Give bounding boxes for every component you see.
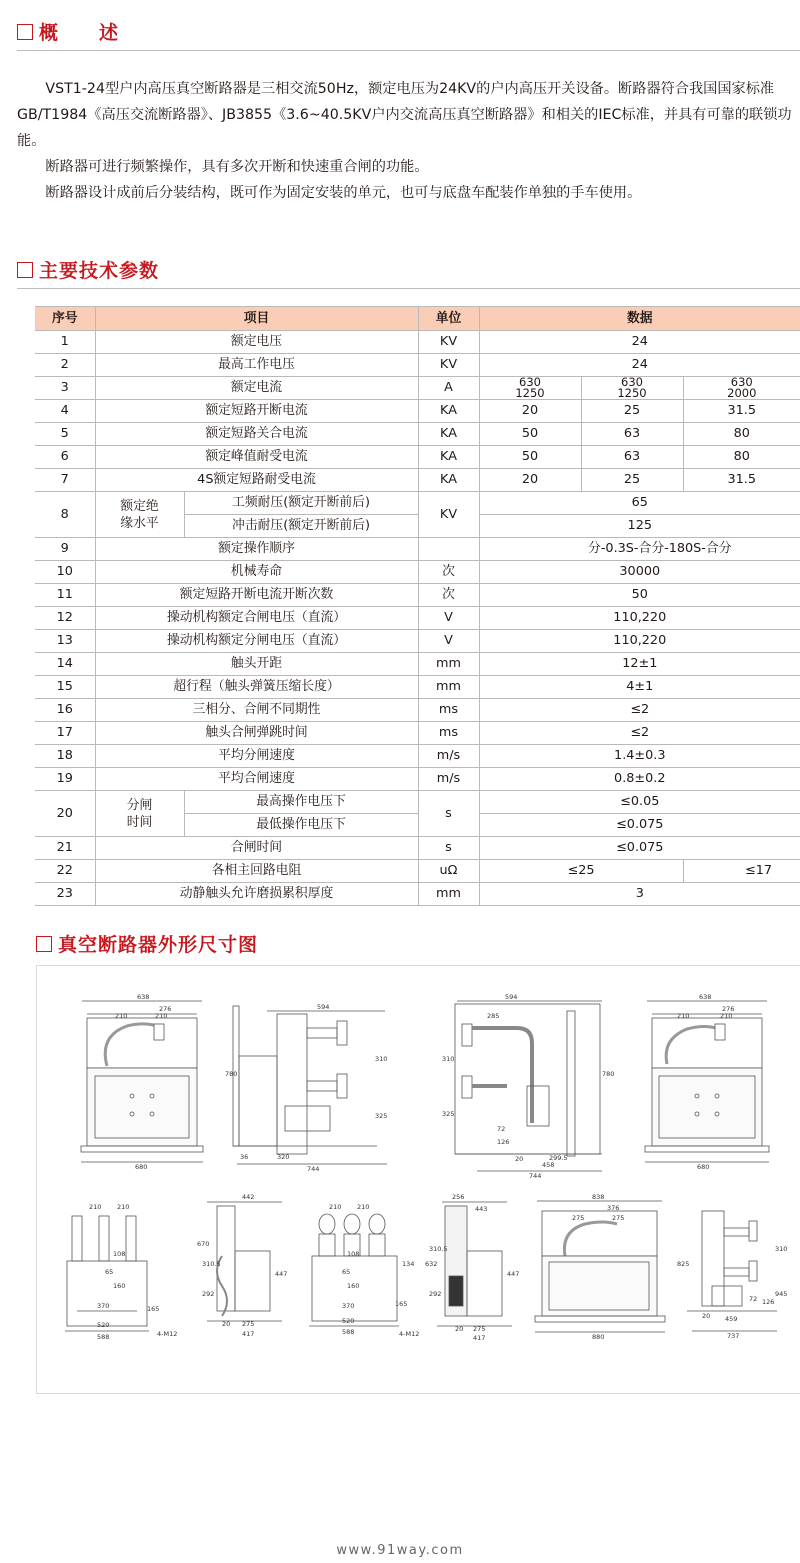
cell-line: 1250: [515, 386, 545, 400]
cell-group: 分闸时间: [95, 791, 184, 837]
dim-label: 276: [722, 1005, 735, 1013]
table-row: [35, 607, 800, 630]
dim-label: 447: [507, 1270, 520, 1278]
cell-no: 9: [35, 538, 95, 561]
cell-data-b: 25: [581, 400, 683, 423]
drawing-fixed-front-1: [65, 1203, 177, 1341]
dim-label: 275: [612, 1214, 625, 1222]
dim-label: 780: [225, 1070, 238, 1078]
dim-label: 376: [607, 1204, 620, 1212]
dim-label: 520: [342, 1317, 355, 1325]
dim-label: 108: [113, 1250, 126, 1258]
cell-data: 4±1: [479, 676, 800, 699]
cell-no: 23: [35, 883, 95, 906]
dim-label: 638: [699, 993, 712, 1001]
dim-label: 417: [242, 1330, 255, 1338]
cell-data-b: 25: [581, 469, 683, 492]
dim-label: 458: [542, 1161, 555, 1169]
cell-unit: KV: [418, 492, 479, 538]
section-title-overview: [17, 18, 119, 45]
cell-data: 24: [479, 331, 800, 354]
cell-no: 20: [35, 791, 95, 837]
dim-label: 838: [592, 1193, 605, 1201]
overview-text: [17, 76, 792, 206]
table-row: [35, 768, 800, 791]
cell-item: 各相主回路电阻: [95, 860, 418, 883]
dim-label: 292: [429, 1290, 442, 1298]
dim-label: 370: [97, 1302, 110, 1310]
drawing-handcart-side: [677, 1211, 787, 1340]
cell-unit: KA: [418, 469, 479, 492]
cell-item: 平均合闸速度: [95, 768, 418, 791]
cell-item: 超行程（触头弹簧压缩长度）: [95, 676, 418, 699]
cell-no: 2: [35, 354, 95, 377]
dim-label: 310: [375, 1055, 388, 1063]
cell-unit: mm: [418, 883, 479, 906]
cell-unit: KA: [418, 400, 479, 423]
cell-item: 额定峰值耐受电流: [95, 446, 418, 469]
dim-label: 134: [402, 1260, 415, 1268]
dim-label: 276: [159, 1005, 172, 1013]
table-row: [35, 469, 800, 492]
cell-data-a: 20: [479, 469, 581, 492]
dim-label: 588: [97, 1333, 110, 1341]
table-row: [35, 561, 800, 584]
cell-item: 额定操作顺序: [95, 538, 418, 561]
cell-no: 10: [35, 561, 95, 584]
dim-label: 320: [277, 1153, 290, 1161]
dim-label: 126: [497, 1138, 510, 1146]
cell-group: 额定绝缘水平: [95, 492, 184, 538]
table-row: [35, 423, 800, 446]
cell-unit: 次: [418, 561, 479, 584]
dim-label: 210: [117, 1203, 130, 1211]
cell-item: 额定短路开断电流开断次数: [95, 584, 418, 607]
cell-data: 分-0.3S-合分-180S-合分: [479, 538, 800, 561]
dim-label: 310: [775, 1245, 788, 1253]
dim-label: 825: [677, 1260, 690, 1268]
drawing-section-view-1: [442, 993, 614, 1180]
table-row: [35, 630, 800, 653]
dim-label: 780: [602, 1070, 615, 1078]
cell-unit: mm: [418, 653, 479, 676]
dim-label: 210: [677, 1012, 690, 1020]
table-row: [35, 377, 800, 400]
dim-label: 638: [137, 993, 150, 1001]
cell-unit: V: [418, 607, 479, 630]
cell-unit: m/s: [418, 745, 479, 768]
header-no: 序号: [35, 307, 95, 331]
cell-unit: m/s: [418, 768, 479, 791]
cell-data-b: 63: [581, 423, 683, 446]
dim-label: 210: [329, 1203, 342, 1211]
dim-label: 65: [105, 1268, 114, 1276]
dim-label: 36: [240, 1153, 249, 1161]
section-divider: [17, 288, 800, 289]
dim-label: 310.5: [429, 1245, 448, 1253]
cell-data-c: 80: [683, 423, 800, 446]
cell-no: 8: [35, 492, 95, 538]
cell-no: 19: [35, 768, 95, 791]
dim-label: 65: [342, 1268, 351, 1276]
cell-data-a: 50: [479, 423, 581, 446]
cell-item: 操动机构额定分闸电压（直流）: [95, 630, 418, 653]
cell-unit: ms: [418, 722, 479, 745]
dim-label: 72: [749, 1295, 758, 1303]
cell-item: 合闸时间: [95, 837, 418, 860]
drawing-handcart-front: [535, 1193, 665, 1341]
cell-unit: [418, 538, 479, 561]
dim-label: 880: [592, 1333, 605, 1341]
table-row: [35, 446, 800, 469]
cell-item: 触头合闸弹跳时间: [95, 722, 418, 745]
table-row: [35, 837, 800, 860]
cell-data: 24: [479, 354, 800, 377]
cell-data: ≤0.05: [479, 791, 800, 814]
cell-data: 50: [479, 584, 800, 607]
cell-unit: KV: [418, 354, 479, 377]
cell-data: 12±1: [479, 653, 800, 676]
dim-label: 108: [347, 1250, 360, 1258]
cell-no: 1: [35, 331, 95, 354]
cell-item: 动静触头允许磨损累积厚度: [95, 883, 418, 906]
table-row: [35, 538, 800, 561]
table-row: [35, 400, 800, 423]
cell-unit: V: [418, 630, 479, 653]
dim-label: 945: [775, 1290, 788, 1298]
dim-label: 20: [702, 1312, 711, 1320]
cell-no: 11: [35, 584, 95, 607]
dim-label: 443: [475, 1205, 488, 1213]
drawing-fixed-side-1: [197, 1193, 287, 1338]
cell-no: 15: [35, 676, 95, 699]
table-header-row: [35, 307, 800, 331]
overview-paragraph-1: VST1-24型户内高压真空断路器是三相交流50Hz，额定电压为24KV的户内高压开关设备。断路器符合我国国家标准GB/T1984《高压交流断路器》、JB3855《3.6~40.5KV户内交流高压真空断路器》和相关的IEC标准，并具有可靠的联锁功能。: [17, 81, 792, 149]
cell-item: 额定短路关合电流: [95, 423, 418, 446]
cell-unit: 次: [418, 584, 479, 607]
cell-no: 3: [35, 377, 95, 400]
cell-unit: s: [418, 791, 479, 837]
dim-label: 680: [697, 1163, 710, 1171]
table-row: [35, 745, 800, 768]
cell-no: 22: [35, 860, 95, 883]
dim-label: 447: [275, 1270, 288, 1278]
table-row: [35, 653, 800, 676]
cell-data-a: [479, 377, 581, 400]
cell-no: 12: [35, 607, 95, 630]
section-title-params: [17, 256, 159, 283]
dim-label: 210: [357, 1203, 370, 1211]
cell-no: 14: [35, 653, 95, 676]
dim-label: 594: [317, 1003, 330, 1011]
cell-data: ≤2: [479, 722, 800, 745]
cell-unit: uΩ: [418, 860, 479, 883]
cell-line: 2000: [727, 386, 757, 400]
checkbox-square-icon: [36, 936, 52, 952]
cell-no: 5: [35, 423, 95, 446]
dim-label: 285: [487, 1012, 500, 1020]
dim-label: 632: [425, 1260, 438, 1268]
dim-label: 72: [497, 1125, 506, 1133]
cell-data: 1.4±0.3: [479, 745, 800, 768]
dimension-drawings-frame: [36, 965, 800, 1394]
table-row: [35, 584, 800, 607]
cell-data: 110,220: [479, 630, 800, 653]
cell-line: 630: [621, 375, 643, 389]
cell-data: 0.8±0.2: [479, 768, 800, 791]
cell-subitem: 工频耐压(额定开断前后): [184, 492, 418, 515]
dim-label: 160: [347, 1282, 360, 1290]
cell-subitem: 最低操作电压下: [184, 814, 418, 837]
dim-label: 210: [89, 1203, 102, 1211]
table-row: [35, 699, 800, 722]
cell-item: 额定短路开断电流: [95, 400, 418, 423]
cell-unit: A: [418, 377, 479, 400]
dim-label: 275: [572, 1214, 585, 1222]
cell-no: 4: [35, 400, 95, 423]
table-row: [35, 354, 800, 377]
dim-label: 160: [113, 1282, 126, 1290]
drawing-side-view-1: [225, 1003, 387, 1173]
dim-label: 594: [505, 993, 518, 1001]
cell-data-c: 80: [683, 446, 800, 469]
dim-label: 299.5: [549, 1154, 568, 1162]
dim-label: 275: [473, 1325, 486, 1333]
cell-no: 17: [35, 722, 95, 745]
cell-data-a: ≤25: [479, 860, 683, 883]
dim-label: 442: [242, 1193, 255, 1201]
cell-data: 3: [479, 883, 800, 906]
dim-label: 459: [725, 1315, 738, 1323]
table-row: [35, 676, 800, 699]
checkbox-square-icon: [17, 24, 33, 40]
dim-label: 256: [452, 1193, 465, 1201]
dim-label: 292: [202, 1290, 215, 1298]
dim-label: 20: [222, 1320, 231, 1328]
table-row: [35, 883, 800, 906]
dimension-drawings: [37, 966, 800, 1393]
cell-unit: KA: [418, 423, 479, 446]
cell-data: 110,220: [479, 607, 800, 630]
cell-item: 平均分闸速度: [95, 745, 418, 768]
header-item: 项目: [95, 307, 418, 331]
cell-data-c: 31.5: [683, 469, 800, 492]
cell-no: 13: [35, 630, 95, 653]
dim-label: 165: [147, 1305, 160, 1313]
params-title-text: 主要技术参数: [39, 260, 160, 282]
dim-label: 275: [242, 1320, 255, 1328]
dim-label: 20: [515, 1155, 524, 1163]
dim-label: 680: [135, 1163, 148, 1171]
overview-paragraph-3: 断路器设计成前后分装结构，既可作为固定安装的单元，也可与底盘车配装作单独的手车使用。: [45, 185, 642, 201]
table-row: [35, 860, 800, 883]
dim-label: 417: [473, 1334, 486, 1342]
cell-data-a: 20: [479, 400, 581, 423]
section-title-dims: [36, 930, 258, 957]
cell-data-c: 31.5: [683, 400, 800, 423]
cell-unit: KV: [418, 331, 479, 354]
dim-label: 744: [529, 1172, 542, 1180]
overview-paragraph-2: 断路器可进行频繁操作，具有多次开断和快速重合闸的功能。: [45, 159, 429, 175]
cell-item: 操动机构额定合闸电压（直流）: [95, 607, 418, 630]
cell-unit: ms: [418, 699, 479, 722]
cell-data-c: [683, 377, 800, 400]
cell-line: 630: [730, 375, 753, 389]
cell-item: 三相分、合闸不同期性: [95, 699, 418, 722]
dim-label: 310.5: [202, 1260, 221, 1268]
cell-no: 18: [35, 745, 95, 768]
dim-label: 670: [197, 1240, 210, 1248]
cell-item: 触头开距: [95, 653, 418, 676]
dim-label: 210: [720, 1012, 733, 1020]
cell-no: 7: [35, 469, 95, 492]
dim-label: 210: [115, 1012, 128, 1020]
header-unit: 单位: [418, 307, 479, 331]
footer-watermark: www.91way.com: [336, 1543, 464, 1558]
overview-title-text: 概 述: [39, 22, 120, 44]
cell-data-a: 50: [479, 446, 581, 469]
cell-unit: mm: [418, 676, 479, 699]
dim-label: 310: [442, 1055, 455, 1063]
cell-item: 最高工作电压: [95, 354, 418, 377]
dim-label: 325: [375, 1112, 388, 1120]
table-row: [35, 492, 800, 515]
cell-no: 16: [35, 699, 95, 722]
cell-no: 21: [35, 837, 95, 860]
table-row: [35, 331, 800, 354]
table-row: [35, 722, 800, 745]
drawing-fixed-side-2: [425, 1193, 519, 1342]
spec-table: [35, 306, 800, 906]
dim-label: 588: [342, 1328, 355, 1336]
dim-label: 370: [342, 1302, 355, 1310]
cell-data: ≤0.075: [479, 814, 800, 837]
dim-label: 20: [455, 1325, 464, 1333]
cell-unit: KA: [418, 446, 479, 469]
cell-line: 630: [519, 375, 541, 389]
dim-label: 520: [97, 1321, 110, 1329]
dim-label: 744: [307, 1165, 320, 1173]
cell-item: 机械寿命: [95, 561, 418, 584]
drawing-front-view-1: [81, 993, 203, 1171]
cell-data: 65: [479, 492, 800, 515]
dim-label: 4-M12: [157, 1330, 178, 1338]
dim-label: 4-M12: [399, 1330, 420, 1338]
drawing-front-view-2: [645, 993, 769, 1171]
cell-data: ≤0.075: [479, 837, 800, 860]
cell-data-b: 63: [581, 446, 683, 469]
cell-data-b: [581, 377, 683, 400]
drawing-fixed-front-2: [309, 1203, 419, 1338]
cell-item: 额定电流: [95, 377, 418, 400]
cell-data: 125: [479, 515, 800, 538]
table-row: [35, 791, 800, 814]
cell-line: 1250: [617, 386, 647, 400]
cell-subitem: 最高操作电压下: [184, 791, 418, 814]
cell-data: 30000: [479, 561, 800, 584]
header-data: 数据: [479, 307, 800, 331]
cell-subitem: 冲击耐压(额定开断前后): [184, 515, 418, 538]
cell-data-c: ≤17: [683, 860, 800, 883]
dim-label: 737: [727, 1332, 740, 1340]
dim-label: 126: [762, 1298, 775, 1306]
checkbox-square-icon: [17, 262, 33, 278]
cell-item: 4S额定短路耐受电流: [95, 469, 418, 492]
cell-data: ≤2: [479, 699, 800, 722]
dims-title-text: 真空断路器外形尺寸图: [58, 934, 259, 956]
drawings-group: [65, 993, 787, 1342]
cell-unit: s: [418, 837, 479, 860]
dim-label: 165: [395, 1300, 408, 1308]
dim-label: 210: [155, 1012, 168, 1020]
section-divider: [17, 50, 800, 51]
cell-item: 额定电压: [95, 331, 418, 354]
dim-label: 325: [442, 1110, 455, 1118]
cell-no: 6: [35, 446, 95, 469]
